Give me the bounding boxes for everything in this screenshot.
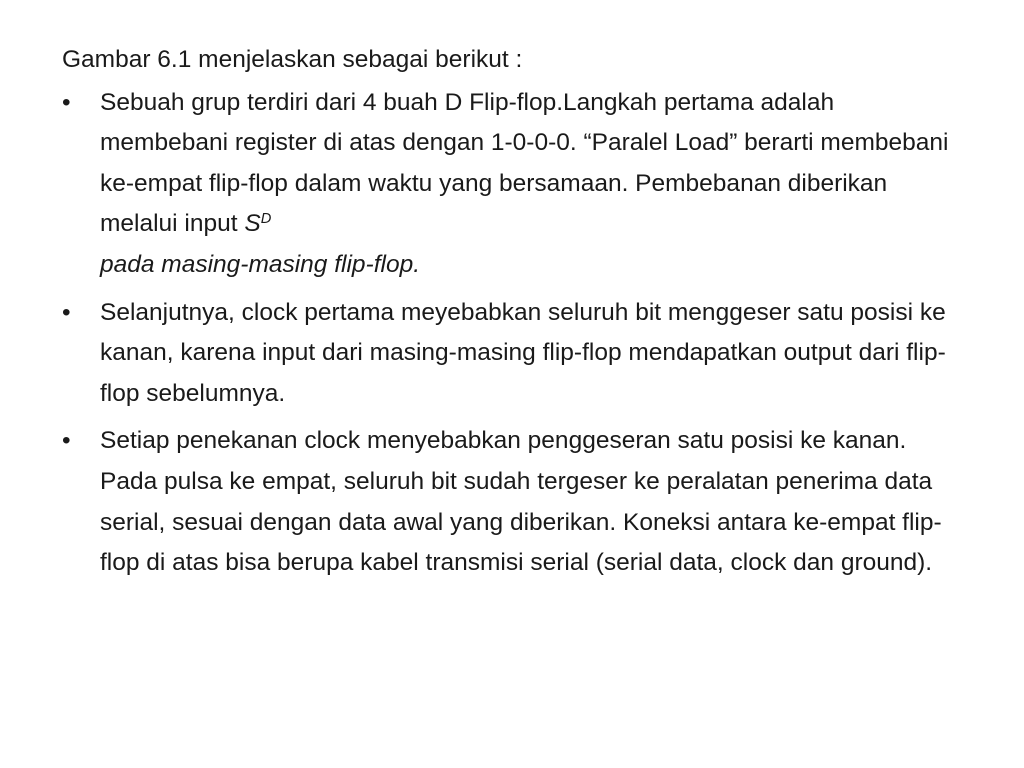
bullet-text-2: Selanjutnya, clock pertama meyebabkan seluruh bit menggeser satu posisi ke kanan, karena input dari masing-masing flip-flop mendapatkan output dari flip-flop sebelumnya. xyxy=(100,298,946,407)
variable-superscript-d: D xyxy=(260,211,272,228)
bullet-item-3 xyxy=(62,421,962,583)
slide-body xyxy=(62,40,962,591)
bullet-dot-icon: • xyxy=(62,88,71,116)
bullet-dot-icon: • xyxy=(62,427,71,455)
bullet-text-3: Setiap penekanan clock menyebabkan penggeseran satu posisi ke kanan. Pada pulsa ke empat, seluruh bit sudah tergeser ke peralatan penerima data serial, sesuai dengan data awal yang diberikan. Koneksi antara ke-empat flip-flop di atas bisa berupa kabel transmisi serial (serial data, clock dan ground). xyxy=(100,427,942,577)
bullet-list xyxy=(62,83,962,584)
bullet-text-1: Sebuah grup terdiri dari 4 buah D Flip-flop.Langkah pertama adalah membebani register di atas dengan 1-0-0-0. “Paralel Load” berarti membebani ke-empat flip-flop dalam waktu yang bersamaan. Pembebanan diberikan melalui input xyxy=(100,88,949,238)
intro-text: Gambar 6.1 menjelaskan sebagai berikut : xyxy=(62,46,523,73)
bullet-item-2 xyxy=(62,293,962,415)
variable-s: S xyxy=(244,210,261,238)
bullet-dot-icon: • xyxy=(62,298,71,326)
bullet-item-1 xyxy=(62,83,962,286)
bullet-text-1-italic: pada masing-masing flip-flop. xyxy=(100,250,421,278)
